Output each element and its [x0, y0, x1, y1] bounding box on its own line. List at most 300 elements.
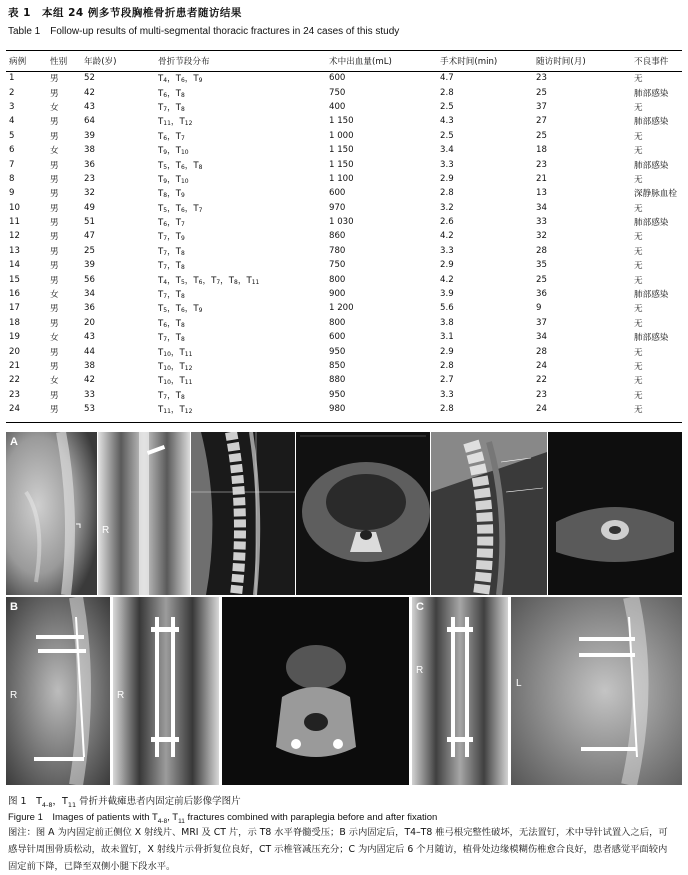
cell-sex: 男	[50, 88, 59, 99]
cell-follow-up: 28	[536, 346, 547, 357]
segment-number: 6	[163, 321, 168, 329]
segment-number: 10	[180, 149, 189, 157]
cell-operation-time: 2.8	[440, 361, 454, 371]
cell-case: 19	[9, 332, 20, 343]
cell-age: 39	[84, 260, 95, 271]
segment-number: 12	[184, 120, 193, 128]
cell-segments: $T_9$，$T_{10}$	[158, 146, 189, 157]
segment-number: 9	[198, 77, 203, 85]
xray-ap-pre-image	[98, 432, 190, 595]
table-row	[6, 201, 682, 215]
table-row	[6, 330, 682, 344]
cell-segments: $T_7$，$T_9$	[158, 232, 185, 243]
cell-blood-loss: 970	[329, 202, 346, 213]
cell-age: 64	[84, 116, 95, 127]
xray-lateral-6mo-image	[511, 597, 682, 785]
segment-number: 9	[163, 177, 168, 185]
cell-age: 23	[84, 173, 95, 184]
cell-segments: $T_{10}$，$T_{11}$	[158, 347, 193, 358]
segment-number: 8	[180, 249, 185, 257]
cell-operation-time: 2.9	[440, 173, 454, 184]
cell-follow-up: 34	[536, 202, 547, 213]
cell-adverse-event: 无	[634, 261, 643, 272]
segment-number: 8	[180, 293, 185, 301]
cell-case: 24	[9, 404, 20, 415]
cell-operation-time: 3.4	[440, 145, 454, 156]
cell-follow-up: 13	[536, 188, 547, 199]
cell-blood-loss: 880	[329, 375, 346, 386]
cell-sex: 女	[50, 376, 59, 387]
cell-operation-time: 2.5	[440, 130, 454, 141]
cell-blood-loss: 1 150	[329, 145, 354, 156]
segment-number: 8	[180, 105, 185, 113]
cell-segments: $T_5$，$T_6$，$T_8$	[158, 160, 203, 171]
xray-lateral-pre	[6, 432, 97, 595]
cell-follow-up: 25	[536, 130, 547, 141]
cell-blood-loss: 800	[329, 274, 346, 285]
cell-follow-up: 21	[536, 173, 547, 184]
cell-age: 56	[84, 274, 95, 285]
mri-sagittal-pre	[431, 432, 547, 595]
table-row	[6, 129, 682, 143]
segment-number: 4	[163, 77, 168, 85]
cell-adverse-event: 肺部感染	[634, 218, 669, 229]
cell-age: 39	[84, 130, 95, 141]
cell-case: 8	[9, 173, 15, 184]
xray-ap-post-image	[113, 597, 219, 785]
cell-adverse-event: 无	[634, 390, 643, 401]
cell-case: 7	[9, 159, 15, 170]
segment-number: 8	[198, 163, 203, 171]
table-row	[6, 186, 682, 200]
cell-sex: 男	[50, 117, 59, 128]
col-header-sex: 性别	[50, 57, 68, 67]
cell-age: 42	[84, 375, 95, 386]
cell-blood-loss: 780	[329, 245, 346, 256]
cell-case: 18	[9, 317, 20, 328]
cell-case: 4	[9, 116, 15, 127]
cell-adverse-event: 无	[634, 174, 643, 185]
cell-operation-time: 3.3	[440, 245, 454, 256]
figure-1	[6, 432, 682, 785]
ct-axial-pre-image	[296, 432, 430, 595]
cell-adverse-event: 肺部感染	[634, 117, 669, 128]
panel-label-c: C	[416, 601, 424, 613]
table-caption-cn: 表 1 本组 24 例多节段胸椎骨折患者随访结果	[8, 7, 242, 19]
cell-sex: 男	[50, 405, 59, 416]
segment-number: 7	[180, 221, 185, 229]
figure-caption-cn: 图 1 $T_{4-8}$，$T_{11}$ 骨折并截瘫患者内固定前后影像学图片	[8, 796, 241, 809]
cell-sex: 女	[50, 146, 59, 157]
cell-follow-up: 37	[536, 101, 547, 112]
cell-adverse-event: 无	[634, 362, 643, 372]
cell-adverse-event: 无	[634, 376, 643, 387]
segment-number: 8	[180, 264, 185, 272]
cell-blood-loss: 1 000	[329, 130, 354, 141]
cell-age: 52	[84, 73, 95, 84]
figure-caption-en: Figure 1 Images of patients with $T_{4-8}$, $T_{11}$ fractures combined with paraplegia before and after fixation	[8, 812, 438, 825]
col-header-operation-time: 手术时间(min)	[440, 57, 498, 67]
cell-adverse-event: 无	[634, 232, 643, 243]
cell-segments: $T_4$，$T_6$，$T_9$	[158, 74, 203, 85]
cell-age: 20	[84, 317, 95, 328]
table-row	[6, 229, 682, 243]
segment-number: 11	[184, 379, 193, 387]
segment-number: 10	[163, 379, 171, 387]
cell-case: 14	[9, 260, 20, 271]
cell-follow-up: 34	[536, 332, 547, 343]
xray-lateral-6mo	[511, 597, 682, 785]
segment-number: 11	[163, 120, 171, 128]
segment-number: 6	[163, 134, 168, 142]
cell-blood-loss: 800	[329, 317, 346, 328]
cell-segments: $T_6$，$T_7$	[158, 131, 185, 142]
cell-follow-up: 24	[536, 361, 547, 371]
cell-sex: 男	[50, 160, 59, 171]
cell-operation-time: 2.9	[440, 346, 454, 357]
cell-blood-loss: 1 150	[329, 116, 354, 127]
cell-case: 13	[9, 245, 20, 256]
table-row	[6, 100, 682, 114]
cell-operation-time: 2.5	[440, 101, 454, 112]
segment-number: 9	[180, 235, 185, 243]
cell-case: 21	[9, 361, 20, 371]
cell-segments: $T_6$，$T_8$	[158, 318, 185, 329]
cell-age: 47	[84, 231, 95, 242]
cell-blood-loss: 950	[329, 346, 346, 357]
ct-sagittal-pre	[191, 432, 295, 595]
cell-segments: $T_7$，$T_8$	[158, 290, 185, 301]
cell-follow-up: 36	[536, 289, 547, 300]
table-row	[6, 114, 682, 128]
mri-axial-pre-image	[548, 432, 682, 595]
segment-number: 6	[163, 221, 168, 229]
table-row	[6, 143, 682, 157]
segment-number: 5	[163, 206, 168, 214]
cell-blood-loss: 600	[329, 73, 346, 84]
segment-number: 11	[163, 408, 171, 416]
col-header-blood-loss: 术中出血量(mL)	[329, 57, 392, 67]
cell-blood-loss: 980	[329, 404, 346, 415]
segment-number: 9	[180, 192, 185, 200]
cell-sex: 男	[50, 362, 59, 372]
panel-label-b: B	[10, 601, 18, 613]
figure-note: 图注：图 A 为内固定前正侧位 X 射线片、MRI 及 CT 片，示 T8 水平脊髓受压；B 示内固定后，T4–T8 椎弓根完整性破坏，无法置钉，术中导针试置入之后，可感导针周围骨质松动，故未置钉，X 射线片示骨折复位良好，CT 示椎管减压充分；C 为内固定后 6 个月随访，植骨处边缘模糊伤椎愈合良好，患者感觉平面较内固定前下降，已降至双侧小腿下段水平。	[8, 827, 668, 872]
cell-case: 17	[9, 303, 20, 314]
cell-sex: 男	[50, 189, 59, 200]
table-row	[6, 287, 682, 301]
xray-ap-pre	[98, 432, 190, 595]
cell-segments: $T_6$，$T_7$	[158, 218, 185, 229]
cell-sex: 女	[50, 290, 59, 301]
cell-sex: 男	[50, 318, 59, 329]
cell-adverse-event: 肺部感染	[634, 88, 669, 99]
side-label-r-a: R	[102, 525, 110, 536]
xray-ap-post	[113, 597, 219, 785]
cell-adverse-event: 无	[634, 203, 643, 214]
col-header-adverse-events: 不良事件	[634, 57, 669, 67]
table-row	[6, 344, 682, 358]
table-row	[6, 215, 682, 229]
table-row	[6, 402, 682, 416]
cell-age: 43	[84, 332, 95, 343]
table-row	[6, 272, 682, 286]
cell-segments: $T_4$，$T_5$，$T_6$，$T_7$，$T_8$，$T_{11}$	[158, 275, 260, 286]
segment-number: 6	[180, 77, 185, 85]
cell-sex: 女	[50, 333, 59, 344]
xray-lateral-post-image	[6, 597, 110, 785]
cell-adverse-event: 肺部感染	[634, 160, 669, 171]
cell-follow-up: 25	[536, 274, 547, 285]
cell-follow-up: 25	[536, 87, 547, 98]
cell-operation-time: 5.6	[440, 303, 454, 314]
cell-blood-loss: 900	[329, 289, 346, 300]
cell-segments: $T_7$，$T_8$	[158, 102, 185, 113]
xray-ap-6mo	[412, 597, 508, 785]
table-row	[6, 172, 682, 186]
cell-follow-up: 23	[536, 389, 547, 400]
cell-sex: 男	[50, 390, 59, 401]
cell-segments: $T_7$，$T_8$	[158, 261, 185, 272]
segment-number: 7	[163, 393, 168, 401]
table-row	[6, 71, 682, 85]
cell-case: 12	[9, 231, 20, 242]
cell-operation-time: 3.9	[440, 289, 454, 300]
segment-number: 10	[163, 365, 171, 372]
cell-case: 15	[9, 274, 20, 285]
table-row	[6, 244, 682, 258]
table-row	[6, 258, 682, 272]
cell-blood-loss: 1 200	[329, 303, 354, 314]
segment-number: 7	[198, 206, 203, 214]
cell-operation-time: 3.8	[440, 317, 454, 328]
segment-number: 8	[234, 278, 238, 286]
cell-segments: $T_{11}$，$T_{12}$	[158, 405, 193, 416]
cell-age: 43	[84, 101, 95, 112]
cell-sex: 男	[50, 218, 59, 229]
cell-age: 49	[84, 202, 95, 213]
cell-follow-up: 22	[536, 375, 547, 386]
cell-follow-up: 27	[536, 116, 547, 127]
cell-case: 16	[9, 289, 20, 300]
cell-case: 2	[9, 87, 15, 98]
table-caption-en: Table 1 Follow-up results of multi-segmental thoracic fractures in 24 cases of this study	[8, 26, 400, 37]
segment-number: 10	[180, 177, 189, 185]
segment-number: 11	[184, 350, 193, 358]
cell-adverse-event: 无	[634, 405, 643, 416]
cell-age: 32	[84, 188, 95, 199]
cell-case: 11	[9, 217, 20, 228]
cell-segments: $T_7$，$T_8$	[158, 333, 185, 344]
cell-segments: $T_{11}$，$T_{12}$	[158, 117, 193, 128]
cell-case: 10	[9, 202, 20, 213]
segment-number: 7	[163, 235, 168, 243]
cell-segments: $T_{10}$，$T_{12}$	[158, 362, 193, 372]
side-label-r-c: R	[416, 665, 424, 676]
cell-adverse-event: 无	[634, 246, 643, 257]
table-body	[6, 71, 682, 416]
segment-number: 5	[180, 278, 185, 286]
cell-operation-time: 2.9	[440, 260, 454, 271]
cell-adverse-event: 无	[634, 102, 643, 113]
col-header-age: 年龄(岁)	[84, 57, 117, 67]
cell-adverse-event: 无	[634, 74, 643, 85]
cell-adverse-event: 无	[634, 275, 643, 286]
segment-number: 12	[184, 408, 193, 416]
cell-sex: 男	[50, 232, 59, 243]
cell-case: 22	[9, 375, 20, 386]
cell-follow-up: 9	[536, 303, 542, 314]
panel-label-a: A	[10, 436, 18, 448]
table-row	[6, 388, 682, 402]
side-label-l-c: L	[516, 678, 522, 689]
mri-axial-pre	[548, 432, 682, 595]
segment-number: 7	[163, 336, 168, 344]
cell-operation-time: 3.3	[440, 159, 454, 170]
cell-operation-time: 2.8	[440, 404, 454, 415]
xray-ap-6mo-image	[412, 597, 508, 785]
cell-blood-loss: 950	[329, 389, 346, 400]
col-header-segments: 骨折节段分布	[158, 57, 210, 67]
cell-case: 20	[9, 346, 20, 357]
cell-adverse-event: 无	[634, 146, 643, 157]
segment-number: 5	[163, 307, 168, 315]
segment-number: 4	[163, 278, 168, 286]
cell-age: 34	[84, 289, 95, 300]
segment-number: 12	[184, 365, 193, 372]
cell-sex: 男	[50, 131, 59, 142]
cell-segments: $T_7$，$T_8$	[158, 390, 185, 401]
cell-operation-time: 2.8	[440, 87, 454, 98]
cell-sex: 女	[50, 102, 59, 113]
cell-case: 6	[9, 145, 15, 156]
ct-sagittal-pre-image	[191, 432, 295, 595]
cell-age: 38	[84, 145, 95, 156]
segment-number: 6	[180, 206, 185, 214]
segment-number: 8	[180, 91, 185, 99]
cell-sex: 男	[50, 347, 59, 358]
cell-segments: $T_5$，$T_6$，$T_7$	[158, 203, 203, 214]
cell-operation-time: 2.8	[440, 188, 454, 199]
cell-segments: $T_7$，$T_8$	[158, 246, 185, 257]
cell-age: 33	[84, 389, 95, 400]
segment-number: 6	[180, 163, 185, 171]
side-label-r-b1: R	[10, 690, 18, 701]
segment-number: 7	[163, 264, 168, 272]
cell-sex: 男	[50, 304, 59, 315]
cell-age: 25	[84, 245, 95, 256]
cell-adverse-event: 深静脉血栓	[634, 189, 677, 200]
cell-case: 23	[9, 389, 20, 400]
xray-lateral-post	[6, 597, 110, 785]
cell-segments: $T_6$，$T_8$	[158, 88, 185, 99]
cell-follow-up: 23	[536, 73, 547, 84]
cell-blood-loss: 860	[329, 231, 346, 242]
segment-number: 6	[163, 91, 168, 99]
cell-follow-up: 28	[536, 245, 547, 256]
cell-adverse-event: 无	[634, 131, 643, 142]
cell-follow-up: 35	[536, 260, 547, 271]
cell-operation-time: 2.7	[440, 375, 454, 386]
cell-operation-time: 2.6	[440, 217, 454, 228]
cell-blood-loss: 1 150	[329, 159, 354, 170]
results-table	[6, 51, 682, 416]
cell-sex: 男	[50, 74, 59, 85]
table-row	[6, 359, 682, 373]
segment-number: 8	[163, 192, 168, 200]
segment-number: 7	[216, 278, 221, 286]
cell-operation-time: 4.2	[440, 274, 454, 285]
cell-case: 5	[9, 130, 15, 141]
cell-segments: $T_{10}$，$T_{11}$	[158, 376, 193, 387]
table-bottom-rule	[6, 422, 682, 423]
cell-sex: 男	[50, 174, 59, 185]
cell-operation-time: 4.7	[440, 73, 454, 84]
cell-operation-time: 3.2	[440, 202, 454, 213]
segment-number: 8	[180, 321, 185, 329]
col-header-case: 病例	[9, 57, 27, 67]
segment-number: 7	[163, 293, 168, 301]
segment-number: 7	[163, 105, 168, 113]
cell-operation-time: 3.1	[440, 332, 454, 343]
segment-number: 6	[198, 278, 203, 286]
cell-adverse-event: 无	[634, 318, 643, 329]
cell-follow-up: 24	[536, 404, 547, 415]
cell-segments: $T_8$，$T_9$	[158, 189, 185, 200]
cell-blood-loss: 600	[329, 332, 346, 343]
ct-axial-pre	[296, 432, 430, 595]
segment-number: 9	[163, 149, 168, 157]
ct-axial-post-image	[222, 597, 409, 785]
cell-operation-time: 3.3	[440, 389, 454, 400]
cell-age: 36	[84, 159, 95, 170]
table-row	[6, 373, 682, 387]
cell-follow-up: 32	[536, 231, 547, 242]
cell-segments: $T_9$，$T_{10}$	[158, 174, 189, 185]
cell-case: 3	[9, 101, 15, 112]
cell-blood-loss: 600	[329, 188, 346, 199]
cell-adverse-event: 无	[634, 304, 643, 315]
cell-follow-up: 33	[536, 217, 547, 228]
cell-operation-time: 4.2	[440, 231, 454, 242]
cell-blood-loss: 1 030	[329, 217, 354, 228]
table-row	[6, 157, 682, 171]
cell-follow-up: 18	[536, 145, 547, 156]
cell-case: 1	[9, 73, 15, 84]
cell-sex: 男	[50, 275, 59, 286]
xray-lateral-pre-image	[6, 432, 97, 595]
cell-age: 51	[84, 217, 95, 228]
cell-blood-loss: 750	[329, 260, 346, 271]
cell-blood-loss: 1 100	[329, 173, 354, 184]
segment-number: 7	[163, 249, 168, 257]
cell-adverse-event: 肺部感染	[634, 290, 669, 301]
cell-blood-loss: 400	[329, 101, 346, 112]
side-label-r-b2: R	[117, 690, 125, 701]
segment-number: 8	[180, 393, 185, 401]
table-row	[6, 316, 682, 330]
cell-blood-loss: 850	[329, 361, 346, 371]
cell-age: 38	[84, 361, 95, 371]
cell-adverse-event: 肺部感染	[634, 333, 669, 344]
table-row	[6, 85, 682, 99]
cell-blood-loss: 750	[329, 87, 346, 98]
cell-sex: 男	[50, 246, 59, 257]
table-header-row	[6, 51, 682, 71]
segment-number: 5	[163, 163, 168, 171]
col-header-follow-up: 随访时间(月)	[536, 57, 586, 67]
mri-sagittal-pre-image	[431, 432, 547, 595]
